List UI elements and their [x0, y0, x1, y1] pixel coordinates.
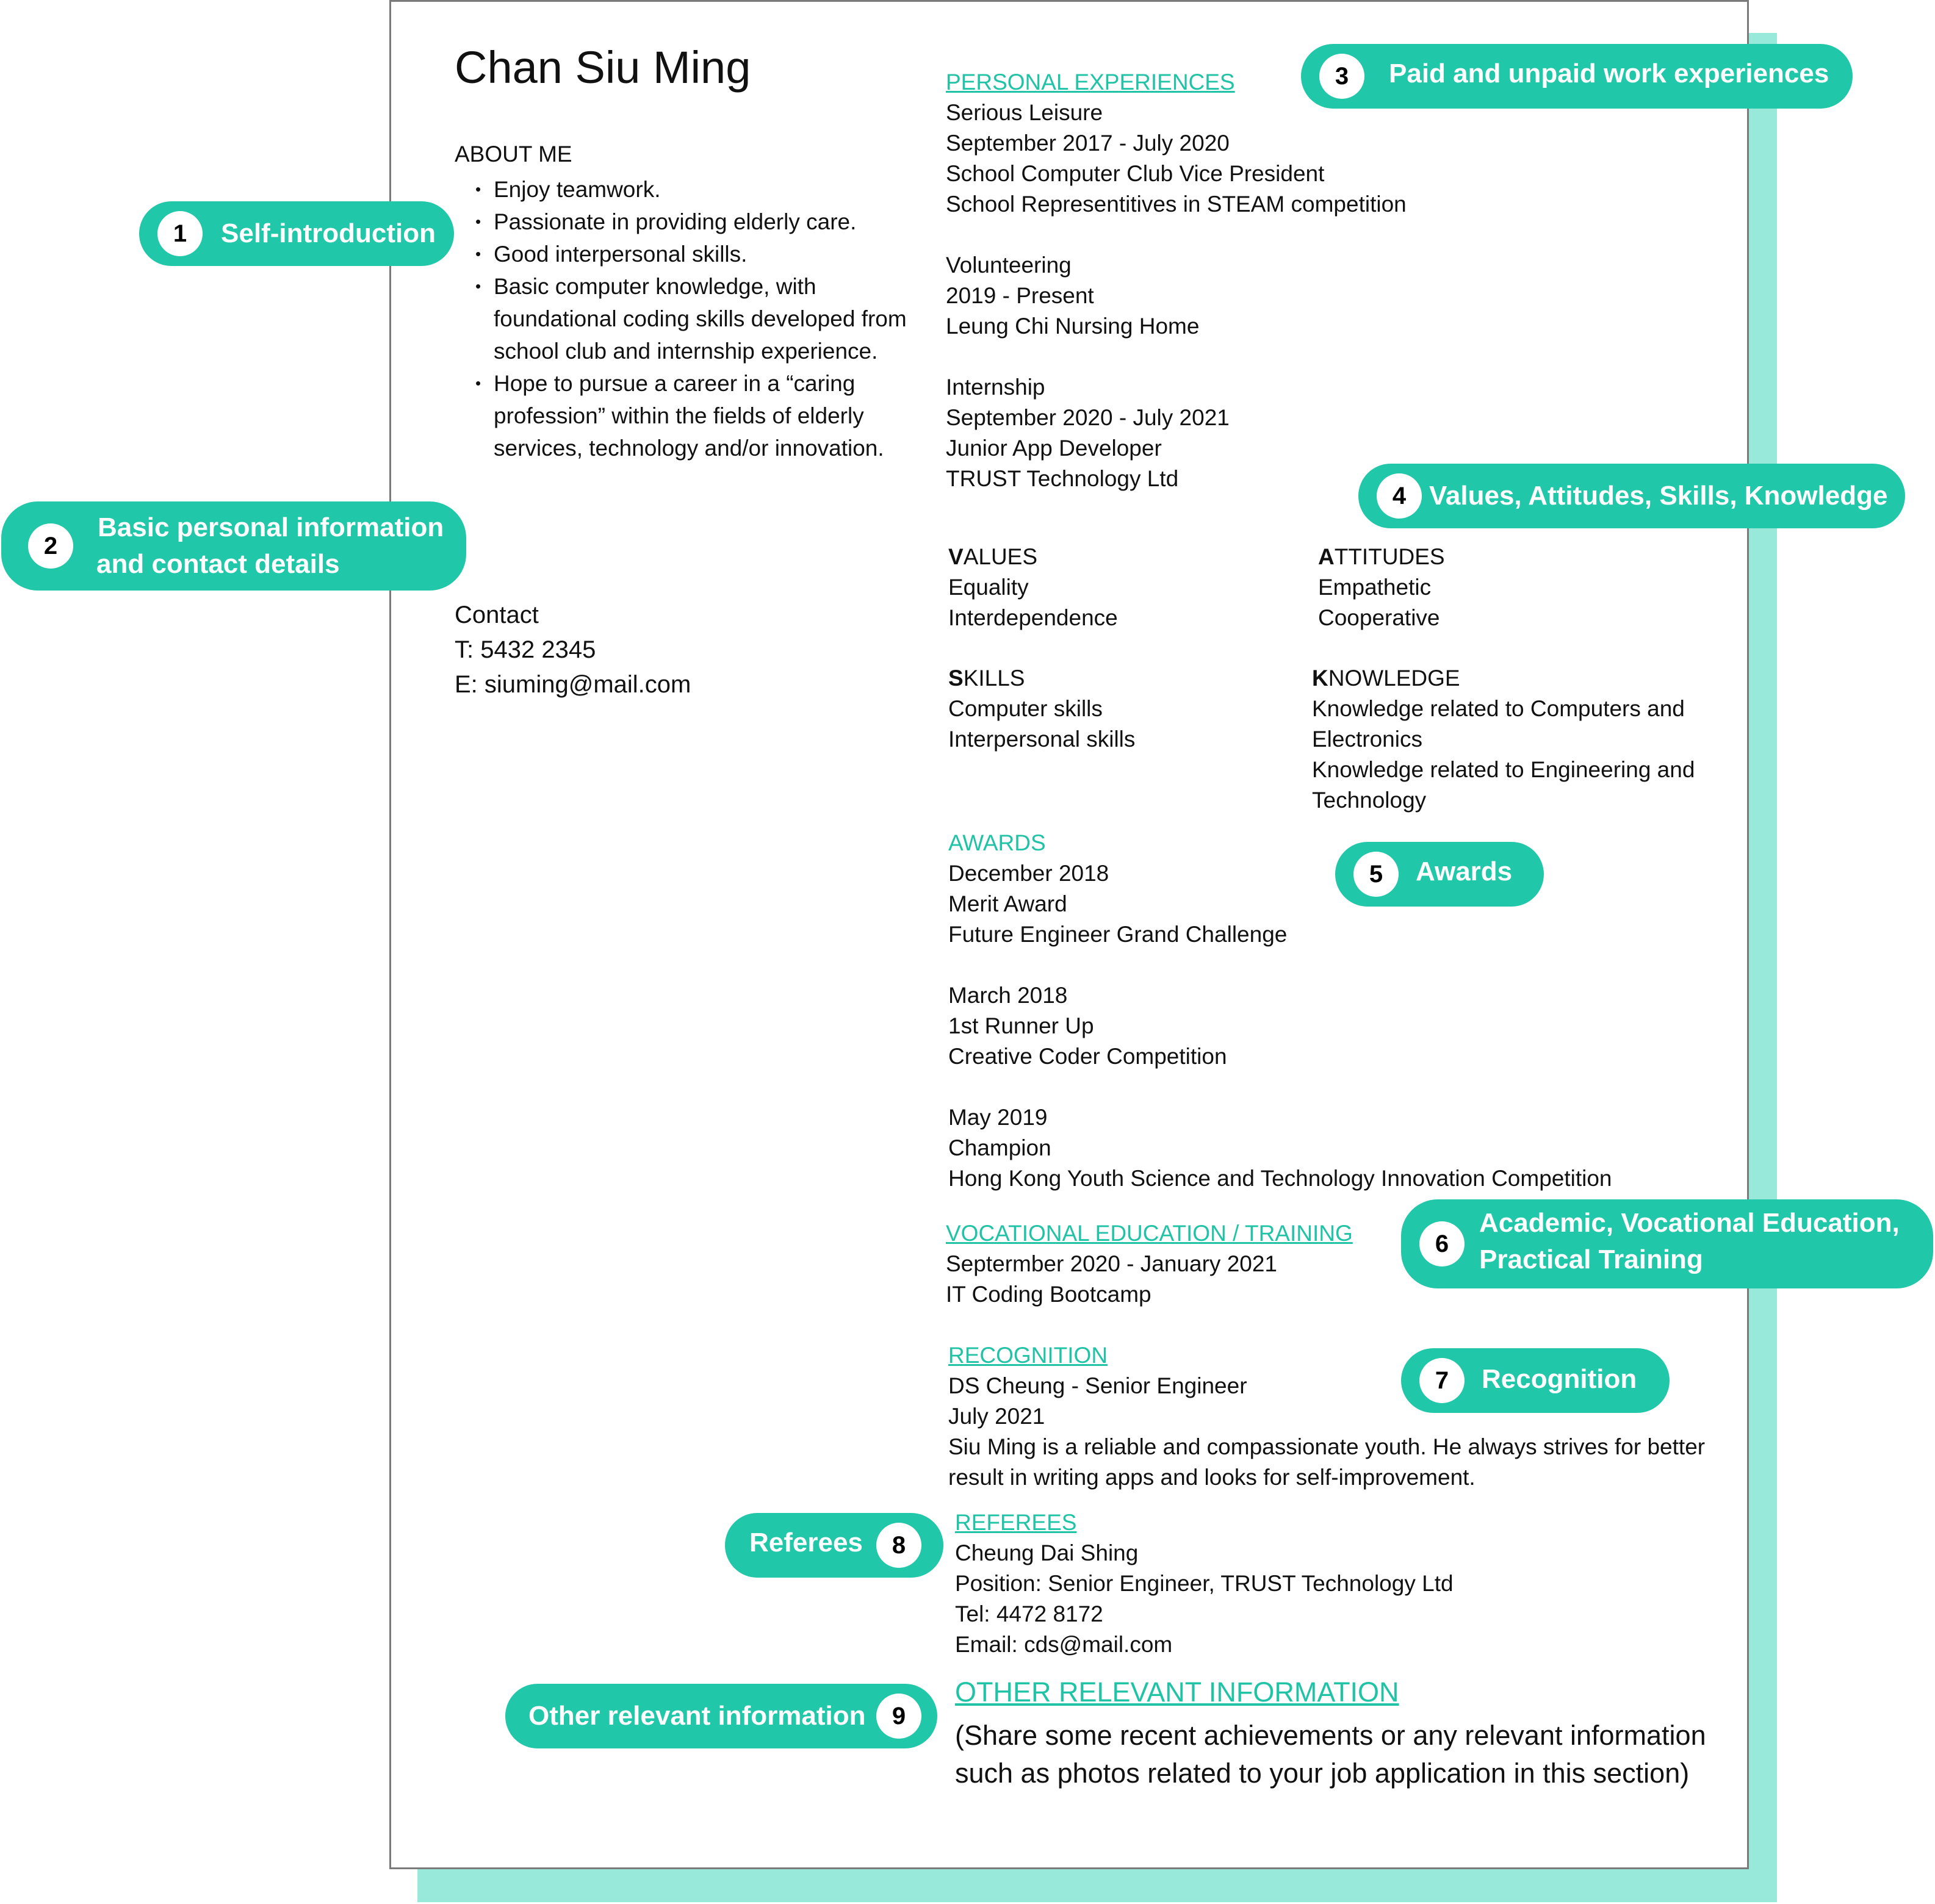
contact-email: E: siuming@mail.com: [455, 671, 691, 698]
callout-label: Recognition: [1482, 1364, 1637, 1394]
callout-personal-info: [1, 501, 466, 591]
attitudes-line: Empathetic: [1318, 575, 1432, 600]
knowledge-line: Knowledge related to Engineering and: [1312, 757, 1695, 782]
about-item: • Hope to pursue a career in a “caring profession” within the fields of elderly services, technology and/or innovation.: [494, 367, 921, 464]
knowledge-line: Electronics: [1312, 727, 1422, 752]
vocational-line: Septermber 2020 - January 2021: [946, 1251, 1278, 1276]
knowledge-line: Technology: [1312, 788, 1427, 813]
award-line: Future Engineer Grand Challenge: [948, 922, 1288, 947]
knowledge-heading: KNOWLEDGE: [1312, 666, 1460, 691]
exp-line: September 2020 - July 2021: [946, 405, 1230, 430]
callout-work-experiences: [1301, 44, 1853, 109]
callout-number: 7: [1419, 1358, 1465, 1403]
referees-heading: REFEREES: [955, 1510, 1077, 1535]
callout-referees: [725, 1513, 943, 1578]
attitudes-line: Cooperative: [1318, 605, 1440, 630]
callout-number: 8: [876, 1523, 921, 1568]
callout-education: [1401, 1199, 1933, 1288]
exp-line: TRUST Technology Ltd: [946, 466, 1179, 491]
callout-number: 1: [157, 211, 203, 256]
experiences-heading: PERSONAL EXPERIENCES: [946, 70, 1235, 95]
skills-heading: SKILLS: [948, 666, 1025, 691]
skills-line: Interpersonal skills: [948, 727, 1136, 752]
callout-number: 5: [1353, 852, 1399, 897]
about-heading: ABOUT ME: [455, 142, 572, 167]
referee-line: Email: cds@mail.com: [955, 1632, 1173, 1657]
knowledge-block: [1312, 663, 1695, 816]
vocational-line: IT Coding Bootcamp: [946, 1282, 1151, 1307]
exp-line: Leung Chi Nursing Home: [946, 314, 1200, 339]
recognition-line: Siu Ming is a reliable and compassionate youth. He always strives for better: [948, 1434, 1706, 1459]
awards-heading: AWARDS: [948, 830, 1046, 855]
exp-line: School Computer Club Vice President: [946, 161, 1325, 186]
values-block: [948, 542, 1118, 633]
exp-line: September 2017 - July 2020: [946, 131, 1230, 156]
other-heading: OTHER RELEVANT INFORMATION: [955, 1676, 1399, 1708]
contact-heading: Contact: [455, 602, 539, 628]
other-line: (Share some recent achievements or any relevant information: [955, 1720, 1706, 1751]
callout-label: Practical Training: [1479, 1245, 1703, 1274]
about-item: • Basic computer knowledge, with foundational coding skills developed from school club and internship experience.: [494, 270, 921, 367]
exp-line: Junior App Developer: [946, 436, 1162, 461]
award-line: Creative Coder Competition: [948, 1044, 1227, 1069]
award-line: December 2018: [948, 861, 1109, 886]
callout-label: Awards: [1416, 857, 1513, 886]
callout-number: 3: [1319, 54, 1364, 99]
contact-block: [455, 598, 691, 702]
recognition-line: July 2021: [948, 1404, 1045, 1429]
callout-number: 9: [876, 1694, 921, 1739]
contact-phone: T: 5432 2345: [455, 636, 596, 663]
applicant-name: Chan Siu Ming: [455, 42, 751, 93]
vocational-heading: VOCATIONAL EDUCATION / TRAINING: [946, 1221, 1353, 1246]
callout-label: Values, Attitudes, Skills, Knowledge: [1429, 481, 1888, 511]
callout-label: Paid and unpaid work experiences: [1389, 59, 1829, 88]
attitudes-block: [1318, 542, 1445, 633]
callout-label: Referees: [749, 1528, 863, 1557]
callout-label: and contact details: [96, 549, 340, 579]
values-heading: VALUES: [948, 544, 1038, 569]
skills-block: [948, 663, 1135, 755]
about-item: • Enjoy teamwork.: [494, 173, 921, 206]
knowledge-line: Knowledge related to Computers and: [1312, 696, 1685, 721]
referee-line: Position: Senior Engineer, TRUST Technology Ltd: [955, 1571, 1454, 1596]
vocational-section: [946, 1218, 1353, 1310]
award-line: May 2019: [948, 1105, 1048, 1130]
callout-other-info: [505, 1684, 937, 1748]
award-line: Hong Kong Youth Science and Technology Innovation Competition: [948, 1166, 1612, 1191]
other-line: such as photos related to your job application in this section): [955, 1758, 1690, 1789]
about-list: [455, 173, 921, 464]
callout-label: Other relevant information: [528, 1701, 866, 1731]
recognition-line: result in writing apps and looks for self-improvement.: [948, 1465, 1476, 1490]
exp-line: Volunteering: [946, 253, 1072, 278]
award-line: Champion: [948, 1135, 1051, 1160]
callout-label: Basic personal information: [98, 512, 444, 542]
exp-line: 2019 - Present: [946, 283, 1094, 308]
callout-number: 2: [28, 523, 73, 569]
recognition-heading: RECOGNITION: [948, 1343, 1108, 1368]
callout-vask: [1358, 464, 1905, 528]
other-body: [955, 1717, 1706, 1792]
award-line: 1st Runner Up: [948, 1013, 1094, 1038]
callout-self-introduction: [139, 201, 454, 266]
award-line: Merit Award: [948, 891, 1067, 916]
about-item: • Passionate in providing elderly care.: [494, 206, 921, 238]
values-line: Equality: [948, 575, 1029, 600]
callout-awards: [1335, 842, 1544, 907]
attitudes-heading: ATTITUDES: [1318, 544, 1445, 569]
callout-number: 6: [1419, 1221, 1465, 1266]
referee-line: Tel: 4472 8172: [955, 1601, 1103, 1626]
callout-recognition: [1401, 1348, 1670, 1413]
exp-line: Serious Leisure: [946, 100, 1103, 125]
skills-line: Computer skills: [948, 696, 1103, 721]
experiences-section: [946, 67, 1407, 494]
callout-label: Academic, Vocational Education,: [1479, 1208, 1900, 1238]
exp-line: Internship: [946, 375, 1045, 400]
exp-line: School Representitives in STEAM competition: [946, 192, 1407, 217]
referees-section: [955, 1507, 1454, 1660]
values-line: Interdependence: [948, 605, 1118, 630]
about-item: • Good interpersonal skills.: [494, 238, 921, 270]
award-line: March 2018: [948, 983, 1068, 1008]
callout-number: 4: [1377, 473, 1422, 519]
callout-label: Self-introduction: [221, 218, 436, 248]
recognition-line: DS Cheung - Senior Engineer: [948, 1373, 1247, 1398]
referee-line: Cheung Dai Shing: [955, 1540, 1139, 1565]
